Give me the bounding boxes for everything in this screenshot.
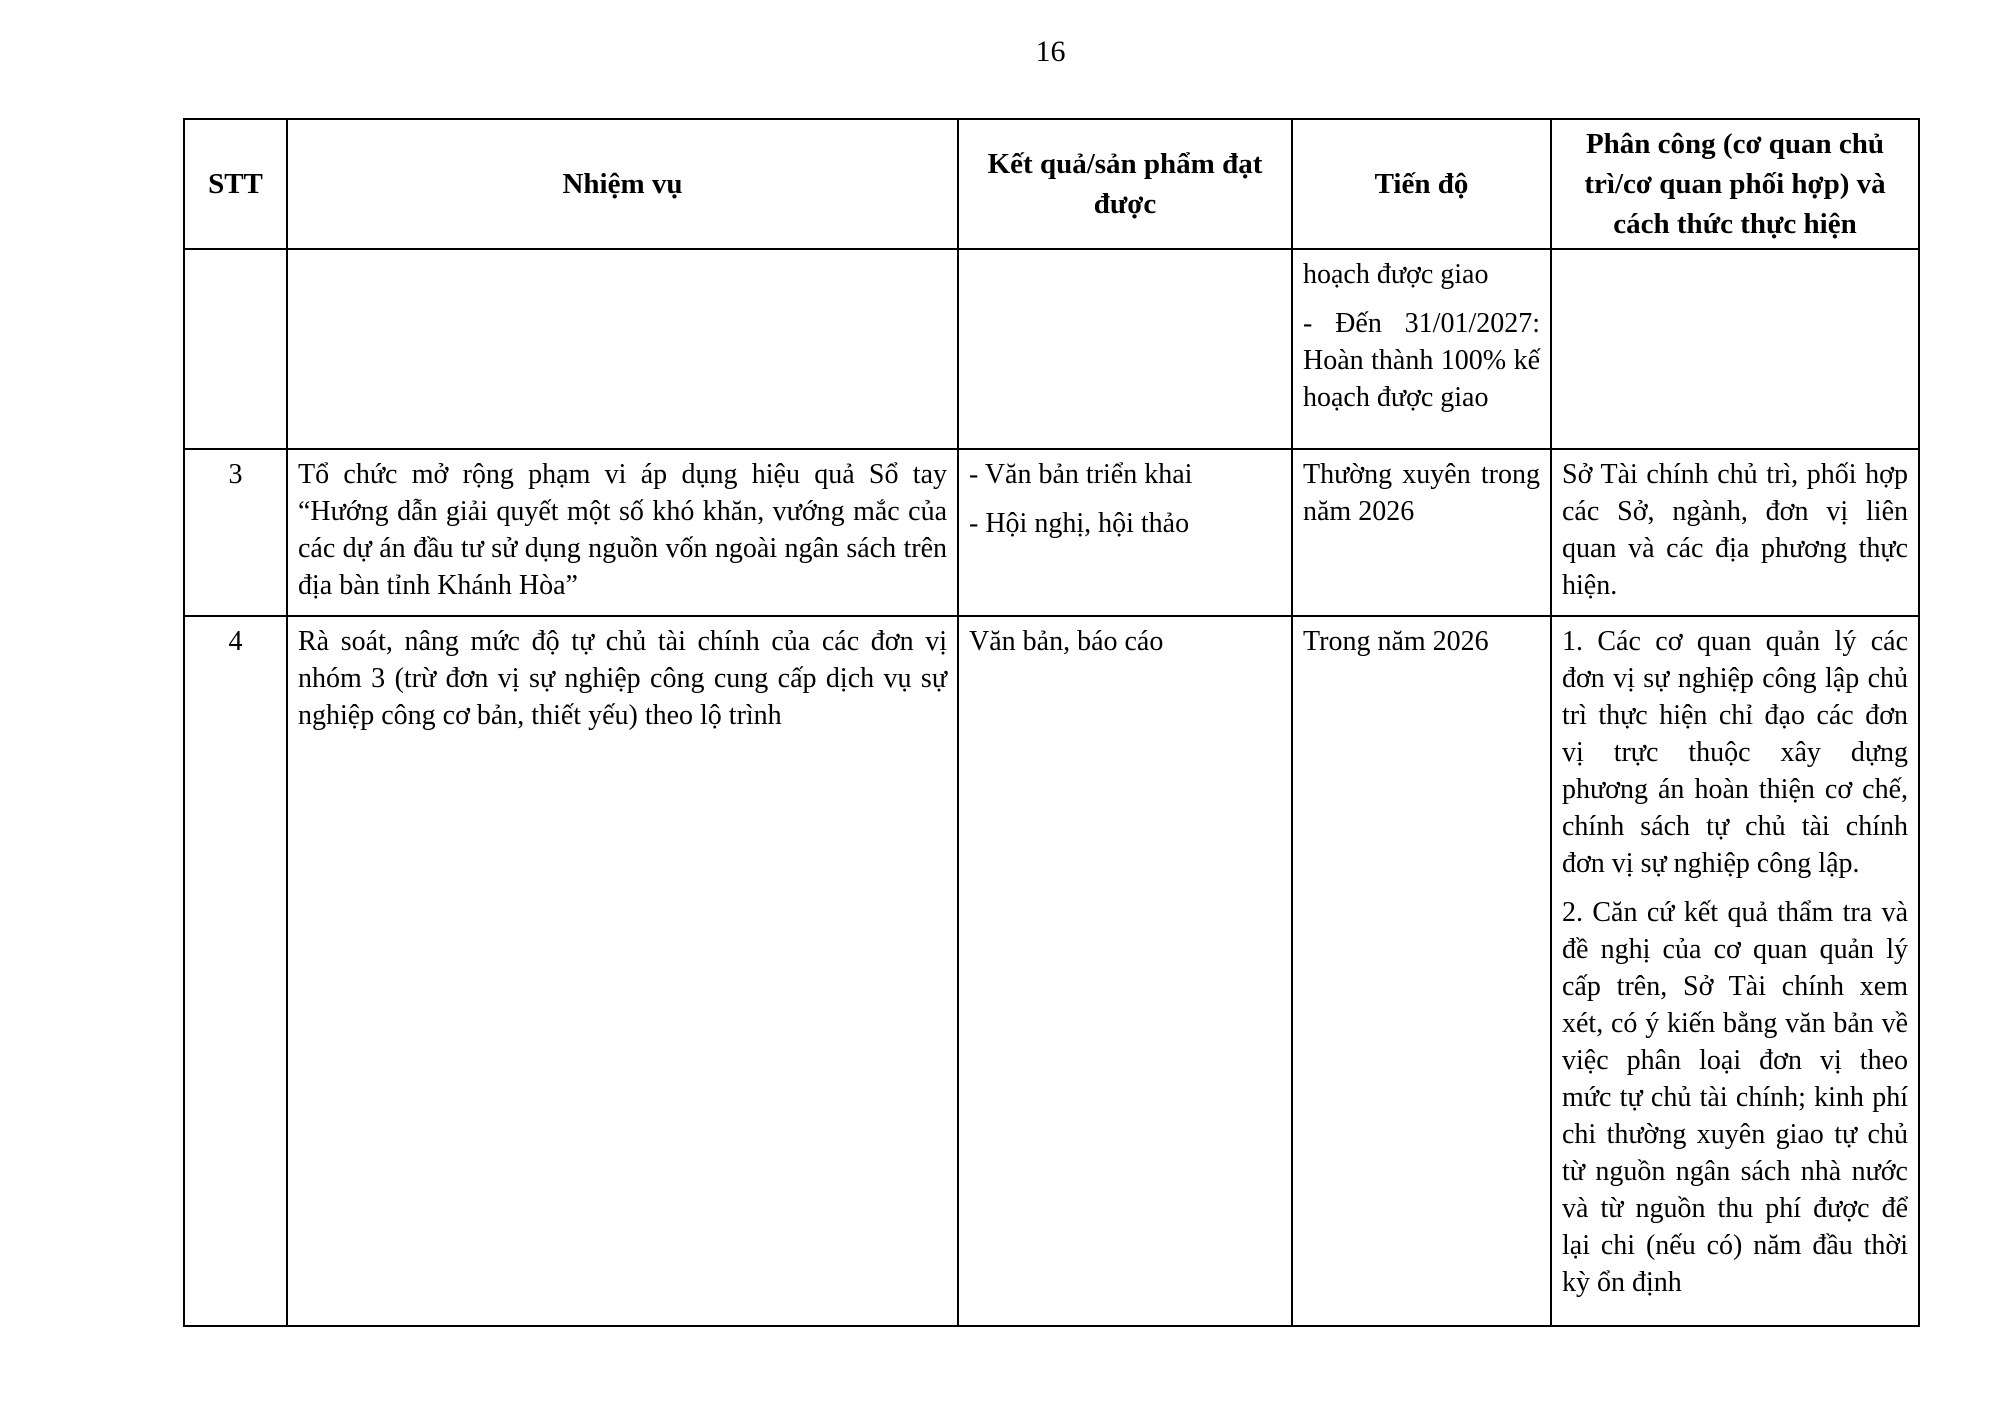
column-header-stt: STT — [184, 119, 287, 249]
column-header-nhiem-vu: Nhiệm vụ — [287, 119, 958, 249]
nhiem-vu-paragraph: Rà soát, nâng mức độ tự chủ tài chính của các đơn vị nhóm 3 (trừ đơn vị sự nghiệp công cung cấp dịch vụ sự nghiệp công cơ bản, thiết yếu) theo lộ trình — [298, 626, 947, 731]
phan-cong-paragraph: 2. Căn cứ kết quả thẩm tra và đề nghị của cơ quan quản lý cấp trên, Sở Tài chính xem xét, có ý kiến bằng văn bản về việc phân loại đơn vị theo mức tự chủ tài chính; kinh phí chi thường xuyên giao tự chủ từ nguồn ngân sách nhà nước và từ nguồn thu phí được để lại chi (nếu có) năm đầu thời kỳ ổn định — [1562, 897, 1908, 1298]
ket-qua-paragraph: - Văn bản triển khai — [969, 459, 1193, 490]
tien-do-paragraph: Thường xuyên trong năm 2026 — [1303, 459, 1540, 527]
header-row — [184, 119, 1919, 249]
nhiem-vu-paragraph: Tổ chức mở rộng phạm vi áp dụng hiệu quả Sổ tay “Hướng dẫn giải quyết một số khó khăn, vướng mắc của các dự án đầu tư sử dụng nguồn vốn ngoài ngân sách trên địa bàn tỉnh Khánh Hòa” — [298, 459, 947, 601]
cell-tien-do — [1292, 616, 1551, 1326]
column-header-tien-do: Tiến độ — [1292, 119, 1551, 249]
table-row-3 — [184, 449, 1919, 616]
cell-phan-cong — [1551, 449, 1919, 616]
ket-qua-paragraph: Văn bản, báo cáo — [969, 626, 1164, 657]
cell-nhiem-vu — [287, 249, 958, 449]
tien-do-paragraph: - Đến 31/01/2027: Hoàn thành 100% kế hoạch được giao — [1303, 308, 1540, 413]
table-row-continuation — [184, 249, 1919, 449]
cell-stt: 4 — [184, 616, 287, 1326]
phan-cong-paragraph: Sở Tài chính chủ trì, phối hợp các Sở, ngành, đơn vị liên quan và các địa phương thực hiện. — [1562, 459, 1908, 601]
tien-do-paragraph: Trong năm 2026 — [1303, 626, 1489, 657]
cell-nhiem-vu — [287, 449, 958, 616]
table-header — [184, 119, 1919, 249]
tien-do-paragraph: hoạch được giao — [1303, 259, 1489, 290]
cell-stt — [184, 249, 287, 449]
cell-tien-do — [1292, 249, 1551, 449]
cell-ket-qua — [958, 449, 1292, 616]
table-body — [184, 249, 1919, 1326]
column-header-phan-cong: Phân công (cơ quan chủ trì/cơ quan phối hợp) và cách thức thực hiện — [1551, 119, 1919, 249]
ket-qua-paragraph: - Hội nghị, hội thảo — [969, 508, 1190, 539]
cell-tien-do — [1292, 449, 1551, 616]
cell-stt: 3 — [184, 449, 287, 616]
page-number: 16 — [1035, 35, 1066, 68]
cell-phan-cong — [1551, 249, 1919, 449]
column-header-ket-qua: Kết quả/sản phẩm đạt được — [958, 119, 1292, 249]
cell-phan-cong — [1551, 616, 1919, 1326]
cell-nhiem-vu — [287, 616, 958, 1326]
cell-ket-qua — [958, 249, 1292, 449]
phan-cong-paragraph: 1. Các cơ quan quản lý các đơn vị sự nghiệp công lập chủ trì thực hiện chỉ đạo các đơn vị trực thuộc xây dựng phương án hoàn thiện cơ chế, chính sách tự chủ tài chính đơn vị sự nghiệp công lập. — [1562, 626, 1908, 879]
task-assignment-table — [183, 118, 1920, 1327]
cell-ket-qua — [958, 616, 1292, 1326]
table-row-4 — [184, 616, 1919, 1326]
